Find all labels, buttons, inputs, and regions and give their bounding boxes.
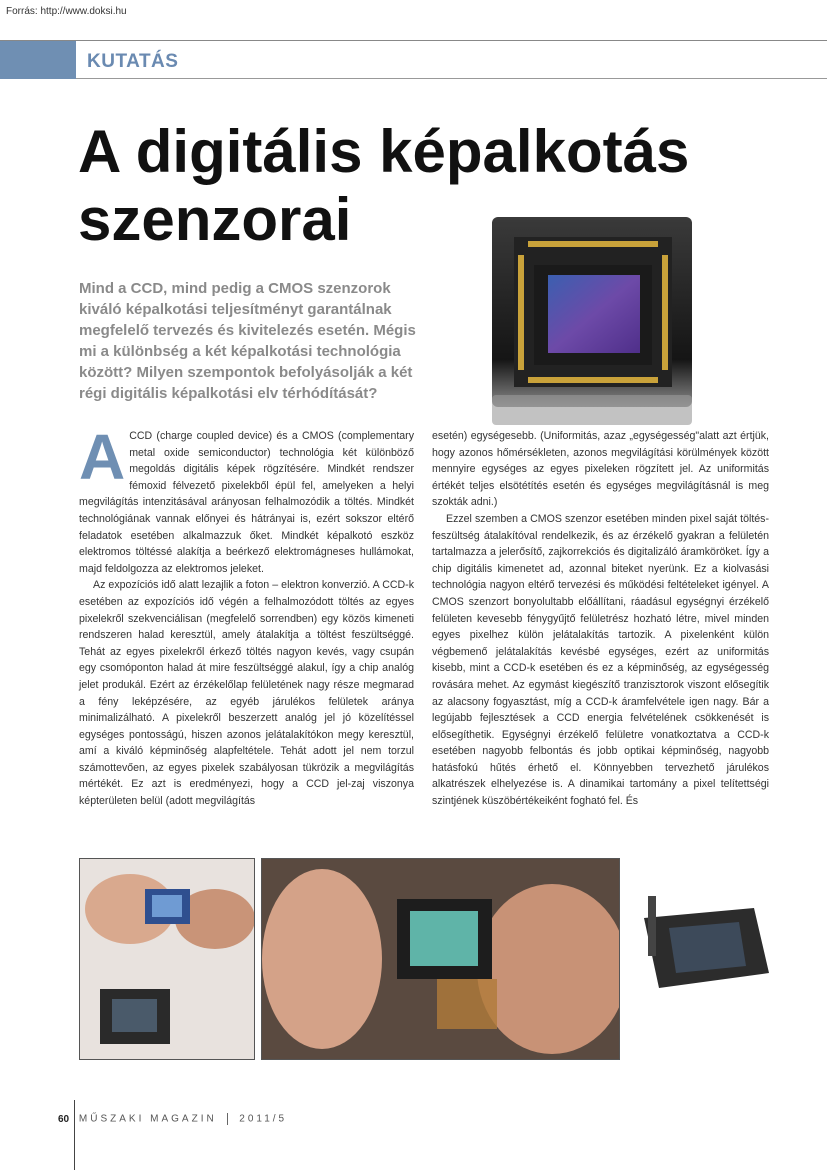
paragraph: esetén) egységesebb. (Uniformitás, azaz „egységesség"alatt azt értjük, hogy azonos hőmérsékleten, azonos megvilágítási körülmények között mennyire egységes az egyes pixeleken rögzített jel. Az uniformitás értékét teljes elsötétítés esetén és egységes megvilágításnál is meg szokták adni.) — [432, 430, 769, 509]
issue-number: 2011/5 — [239, 1113, 288, 1125]
source-url: Forrás: http://www.doksi.hu — [6, 6, 127, 17]
title-line-1: A digitális képalkotás — [78, 118, 690, 185]
title-line-2: szenzorai — [78, 186, 352, 253]
paragraph: CCD (charge coupled device) és a CMOS (complementary metal oxide semiconductor) technológia két különböző megoldás digitális képek rögzítésére. Mindkét rendszer fémoxid félvezető pixelekből épül fel, amelyeken a helyi megvilágítás intenzitásával arányosan felhalmozódik a töltés. Mindkét technológiának vannak előnyei és hátrányai is, ezért sokszor eltérő feladatok esetében alkalmazzuk őket. Mindkét képalkotó eszköz elektromos töltéssé alakítja a beérkező elektromágneses hullámokat, majd feldolgozza az elektromos jeleket. — [79, 430, 414, 575]
paragraph: Az expozíciós idő alatt lezajlik a foton – elektron konverzió. A CCD-k esetében az expozíciós idő végén a felhalmozódott töltés az egyes pixelekről szekvenciálisan (megfelelő sorrendben) egy közös kimeneti rendszeren halad keresztül, amely átalakítja a töltést feszültséggé. Tehát az egyes pixelekről érkező töltés nagyon kevés, vagy csupán egy csomóponton halad át mire feszültséggé alakul, így a chip analóg jelet produkál. Ezért az érzékelőlap felületének nagy része megmarad a fény leképzésére, az egyéb járulékos felületek aránya minimalizálható. A pixelekről beszerzett analóg jel jó közelítéssel egységes pontosságú, hiszen azonos jelátalakítókon megy keresztül, amí a kiváló képminőség alapfeltétele. Tehát adott jel nem torzul számottevően, az egyes pixelek szabályosan tükrözik a megvilágítás mértékét. Ez azt is eredményezi, hogy a CCD jel-zaj viszonya képterületen belül (adott megvilágítás — [79, 579, 414, 808]
column-right — [432, 428, 769, 810]
section-tab-block — [0, 41, 76, 79]
column-left — [79, 421, 414, 810]
photo-hands-sensor — [79, 858, 255, 1060]
paragraph: Ezzel szemben a CMOS szenzor esetében minden pixel saját töltés-feszültség átalakítóval rendelkezik, és az érzékelő gyakran a felületén tartalmazza a jelerősítő, zajkorrekciós és digitalizáló áramköröket. Így a chip digitális kimenetet ad, azonnal biteket nyerünk. Ez a kiolvasási technológia nagyon eltérő tervezési és működési feltételeket igényel. A CMOS szenzort bonyolultabb előállítani, ráadásul egységnyi érzékelő felületen kevesebb fénygyűjtő felületrész hozható létre, mivel minden egyes pixelhez külön jelátalakítás tartozik. A pixelenként külön végbemenő jelátalakítás kevésbé egységes, ezért az uniformitás kisebb, mint a CCD-k esetében és ez a képminőség, az egységesség rovására mehet. Az egymást kiegészítő tranzisztorok viszont elősegítik az alacsony fogyasztást, míg a CCD-k áramfelvétele igen nagy. Bár a legújabb fejlesztések a CCD energia felvételének csökkenését is elősegíthetik. Egységnyi érzékelő felületre vonatkoztatva a CCD-k esetében nagyobb felbontás és jobb optikai képminőség, nagyobb hatásfokú hűtés érhető el. Könnyebben tervezhető járulékos alkatrészek elhelyezése is. A dinamikai tartomány a pixel telítettségi szintjének küszöbértékeiként fogható fel. És — [432, 512, 769, 808]
sensor-chip-image — [490, 215, 695, 430]
drop-cap: A — [79, 421, 126, 493]
footer-rule — [74, 1100, 75, 1170]
photo-sensor-module — [634, 878, 774, 1003]
photo-sensor-close-up — [261, 858, 620, 1060]
page-number: 60 — [58, 1113, 70, 1125]
page-footer — [58, 1113, 287, 1125]
section-rule — [76, 78, 827, 79]
article-lead: Mind a CCD, mind pedig a CMOS szenzorok kiváló képalkotási teljesítményt garantálnak megfelelő tervezés és kivitelezés esetén. Mégis mi a különbség a két képalkotási technológia között? Milyen szempontok befolyásolják a két régi digitális képalkotási elv térhódítását? — [79, 280, 416, 402]
section-kicker: KUTATÁS — [87, 51, 179, 72]
header-rule — [0, 40, 827, 41]
magazine-name: MŰSZAKI MAGAZIN — [78, 1113, 217, 1125]
footer-separator — [227, 1113, 228, 1125]
